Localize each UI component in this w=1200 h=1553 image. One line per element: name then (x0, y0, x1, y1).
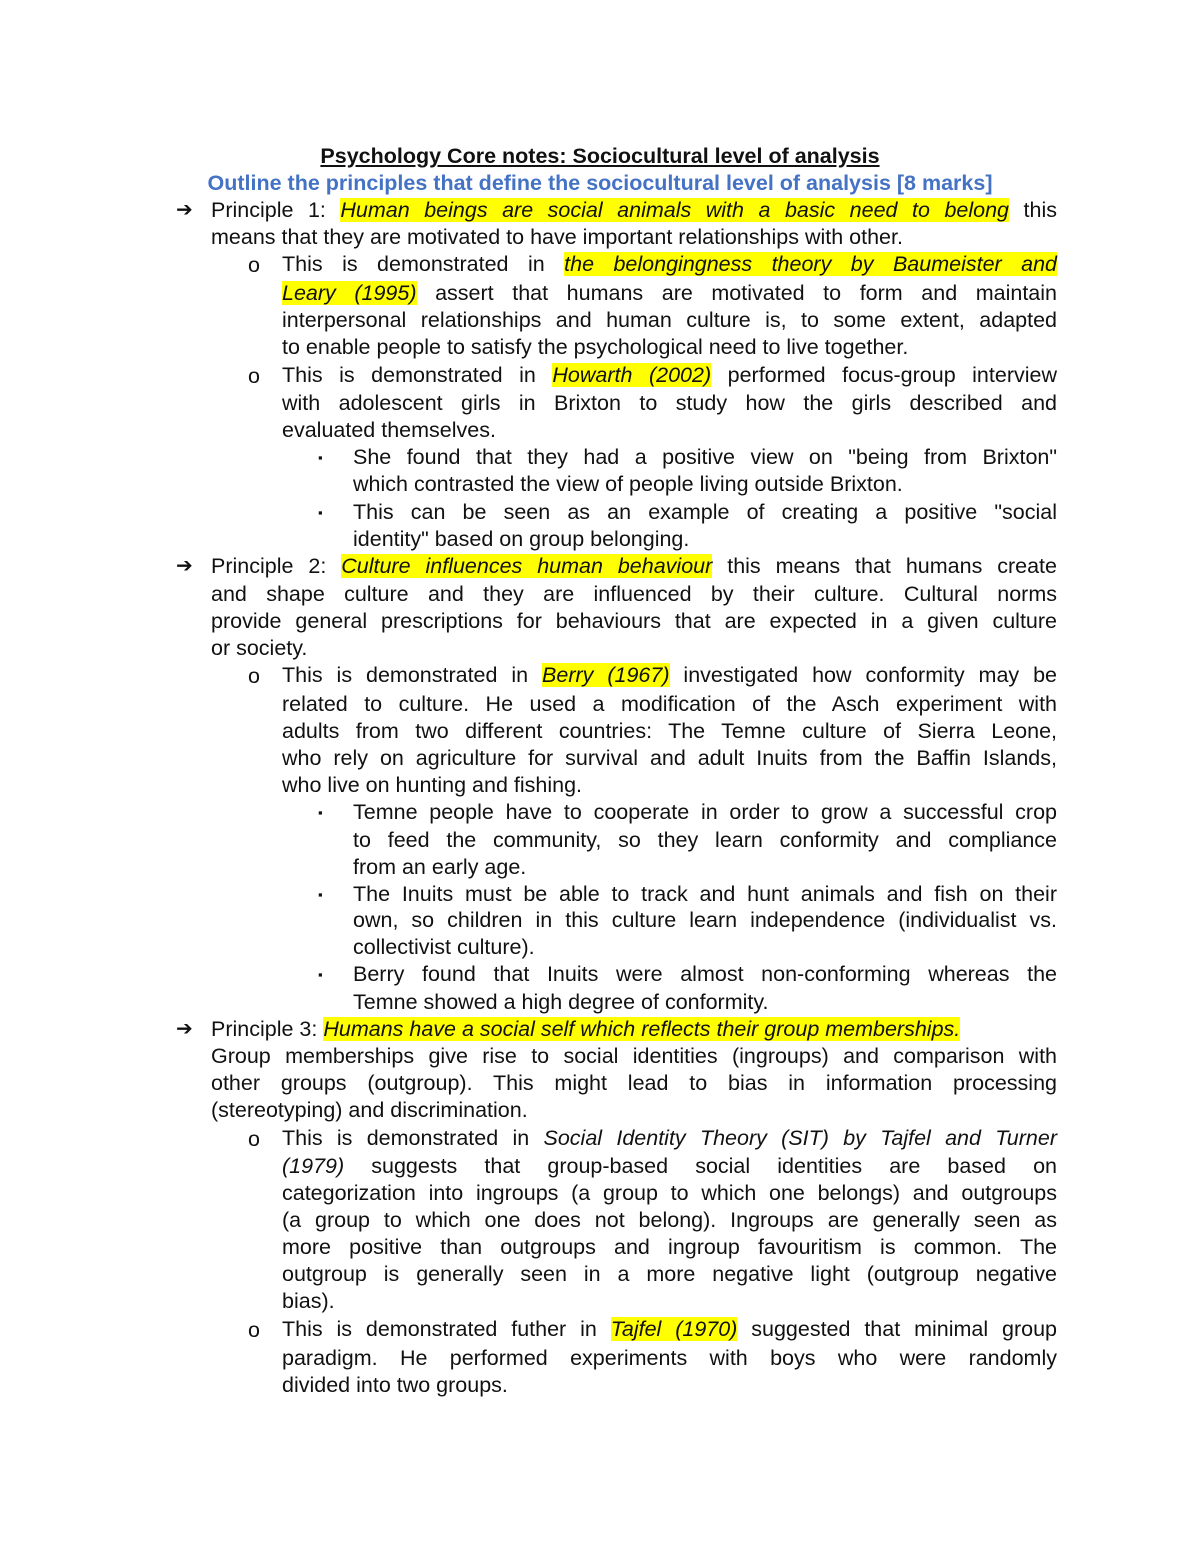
p2-sub1-bullet-3-line-2: Temne showed a high degree of conformity. (353, 990, 769, 1014)
p1-sub1-line-3: interpersonal relationships and human culture is, to some extent, adapted (282, 308, 1057, 332)
p1-sub2-line-1 (282, 362, 1057, 389)
square-bullet-icon: ▪ (318, 805, 323, 820)
square-bullet-icon: ▪ (318, 967, 323, 982)
p3-sub1-line-1 (282, 1125, 1057, 1152)
p2-sub1-bullet-2-line-3: collectivist culture). (353, 935, 535, 959)
p2-sub1-line-4: who rely on agriculture for survival and adult Inuits from the Baffin Islands, (282, 746, 1057, 770)
principle-3-line-4: (stereotyping) and discrimination. (211, 1098, 528, 1122)
text-span: performed focus-group interview (711, 363, 1057, 387)
principle-2-line-4: or society. (211, 636, 308, 660)
principle-2-line-1 (211, 553, 1057, 580)
p3-sub1-line-2 (282, 1153, 1057, 1180)
principle-3-line-1 (211, 1016, 960, 1043)
square-bullet-icon: ▪ (318, 887, 323, 902)
page-title: Psychology Core notes: Sociocultural level of analysis (320, 144, 880, 168)
circle-bullet-icon: o (248, 253, 260, 277)
p3-sub2-line-3: divided into two groups. (282, 1373, 508, 1397)
text-span: suggests that group-based social identities are based on (344, 1154, 1057, 1178)
p3-sub2-line-1 (282, 1316, 1057, 1343)
text-span: investigated how conformity may be (669, 663, 1057, 687)
p1-sub2-bullet-2-line-2: identity" based on group belonging. (353, 527, 690, 551)
citation-highlight: the belongingness theory by Baumeister and (564, 252, 1057, 276)
p3-sub1-line-4: (a group to which one does not belong). Ingroups are generally seen as (282, 1208, 1057, 1232)
principle-1-highlight: Human beings are social animals with a basic need to belong (340, 198, 1010, 222)
text-span: This is demonstrated futher in (282, 1317, 611, 1341)
text-span: This is demonstrated in (282, 363, 553, 387)
square-bullet-icon: ▪ (318, 505, 323, 520)
p1-sub2-line-3: evaluated themselves. (282, 418, 496, 442)
principle-1-label: Principle 1: (211, 198, 341, 222)
square-bullet-icon: ▪ (318, 450, 323, 465)
p1-sub2-bullet-1-line-1: She found that they had a positive view on "being from Brixton" (353, 445, 1057, 469)
text-span: This is demonstrated in (282, 252, 565, 276)
p1-sub1-line-1 (282, 251, 1057, 278)
p2-sub1-line-2: related to culture. He used a modification of the Asch experiment with (282, 692, 1057, 716)
citation-highlight: Tajfel (1970) (610, 1317, 738, 1341)
text-span: assert that humans are motivated to form and maintain (416, 281, 1057, 305)
p1-sub1-line-4: to enable people to satisfy the psychological need to live together. (282, 335, 909, 359)
p1-sub2-bullet-2-line-1: This can be seen as an example of creating a positive "social (353, 500, 1057, 524)
principle-1-line-2: means that they are motivated to have important relationships with other. (211, 225, 903, 249)
text-span: this means that humans create (712, 554, 1057, 578)
p2-sub1-bullet-3-line-1: Berry found that Inuits were almost non-conforming whereas the (353, 962, 1057, 986)
p2-sub1-bullet-1-line-3: from an early age. (353, 855, 527, 879)
p2-sub1-bullet-2-line-2: own, so children in this culture learn independence (individualist vs. (353, 908, 1057, 932)
p2-sub1-line-5: who live on hunting and fishing. (282, 773, 583, 797)
p2-sub1-bullet-1-line-1: Temne people have to cooperate in order to grow a successful crop (353, 800, 1057, 824)
p2-sub1-bullet-2-line-1: The Inuits must be able to track and hunt animals and fish on their (353, 882, 1057, 906)
p1-sub2-bullet-1-line-2: which contrasted the view of people living outside Brixton. (353, 472, 903, 496)
text-span: suggested that minimal group (737, 1317, 1057, 1341)
citation-italic: (1979) (282, 1154, 345, 1178)
p2-sub1-bullet-1-line-2: to feed the community, so they learn conformity and compliance (353, 828, 1057, 852)
p1-sub2-line-2: with adolescent girls in Brixton to study how the girls described and (282, 391, 1057, 415)
text-span: This is demonstrated in (282, 1126, 544, 1150)
p3-sub1-line-5: more positive than outgroups and ingroup favouritism is common. The (282, 1235, 1057, 1259)
p1-sub1-line-2 (282, 280, 1057, 307)
p3-sub1-line-7: bias). (282, 1289, 335, 1313)
circle-bullet-icon: o (248, 664, 260, 688)
principle-1-line-1 (211, 197, 1057, 224)
principle-3-label: Principle 3: (211, 1017, 324, 1041)
citation-highlight: Leary (1995) (282, 281, 417, 305)
citation-italic: Social Identity Theory (SIT) by Tajfel and Turner (543, 1126, 1057, 1150)
arrow-bullet-icon: ➔ (176, 199, 193, 221)
citation-highlight: Berry (1967) (542, 663, 670, 687)
principle-2-line-3: provide general prescriptions for behaviours that are expected in a given culture (211, 609, 1057, 633)
question-heading: Outline the principles that define the sociocultural level of analysis [8 marks] (207, 171, 993, 195)
p2-sub1-line-1 (282, 662, 1057, 689)
circle-bullet-icon: o (248, 1318, 260, 1342)
p3-sub1-line-3: categorization into ingroups (a group to which one belongs) and outgroups (282, 1181, 1057, 1205)
arrow-bullet-icon: ➔ (176, 1018, 193, 1040)
p3-sub1-line-6: outgroup is generally seen in a more negative light (outgroup negative (282, 1262, 1057, 1286)
principle-3-line-3: other groups (outgroup). This might lead to bias in information processing (211, 1071, 1057, 1095)
text-span: This is demonstrated in (282, 663, 543, 687)
principle-2-line-2: and shape culture and they are influenced by their culture. Cultural norms (211, 582, 1057, 606)
circle-bullet-icon: o (248, 364, 260, 388)
principle-2-highlight: Culture influences human behaviour (341, 554, 713, 578)
citation-highlight: Howarth (2002) (552, 363, 712, 387)
principle-3-highlight: Humans have a social self which reflects their group memberships. (323, 1017, 961, 1041)
circle-bullet-icon: o (248, 1127, 260, 1151)
p2-sub1-line-3: adults from two different countries: The Temne culture of Sierra Leone, (282, 719, 1057, 743)
arrow-bullet-icon: ➔ (176, 555, 193, 577)
principle-2-label: Principle 2: (211, 554, 342, 578)
p3-sub2-line-2: paradigm. He performed experiments with boys who were randomly (282, 1346, 1057, 1370)
principle-3-line-2: Group memberships give rise to social identities (ingroups) and comparison with (211, 1044, 1057, 1068)
principle-1-text: this (1009, 198, 1057, 222)
